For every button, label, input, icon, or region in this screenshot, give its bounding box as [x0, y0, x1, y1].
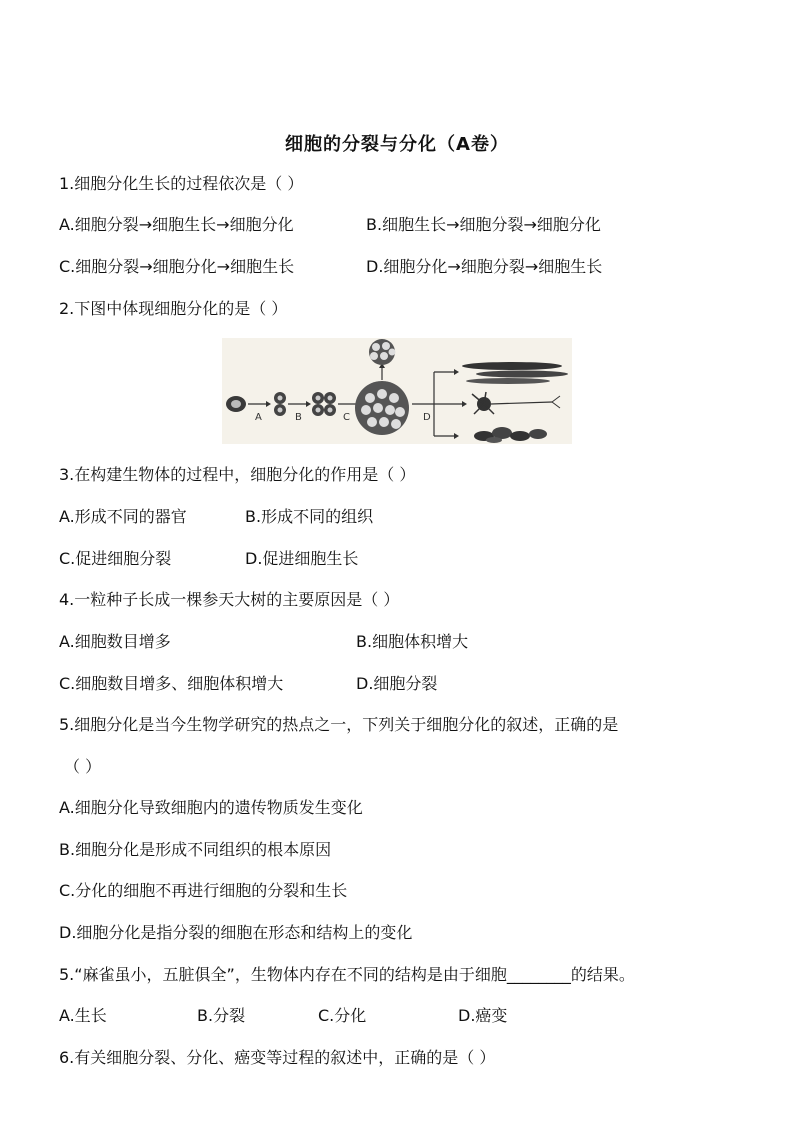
- two-cells: [274, 392, 286, 416]
- q4-option-a: A.细胞数目增多: [59, 632, 171, 651]
- label-b: B: [295, 412, 302, 423]
- tissue-cells: [474, 427, 547, 443]
- q5a-option-b: B.细胞分化是形成不同组织的根本原因: [59, 840, 332, 859]
- single-cell: [226, 396, 246, 412]
- label-c: C: [343, 412, 350, 423]
- muscle-cells: [462, 362, 568, 384]
- q1-option-c: C.细胞分裂→细胞分化→细胞生长: [59, 257, 295, 276]
- q4-option-c: C.细胞数目增多、细胞体积增大: [59, 674, 284, 693]
- q1-option-b: B.细胞生长→细胞分裂→细胞分化: [366, 215, 601, 234]
- q5b-option-d: D.癌变: [458, 1006, 508, 1025]
- q4-stem: 4.一粒种子长成一棵参天大树的主要原因是（ ）: [59, 590, 400, 609]
- q5a-stem-cont: （ ）: [64, 757, 102, 776]
- q5b-option-c: C.分化: [318, 1006, 367, 1025]
- top-cell-cluster: [369, 339, 396, 365]
- q5b-option-b: B.分裂: [197, 1006, 246, 1025]
- q1-option-d: D.细胞分化→细胞分裂→细胞生长: [366, 257, 603, 276]
- q5b-stem: 5.“麻雀虽小，五脏俱全”，生物体内存在不同的结构是由于细胞________的结果。: [59, 965, 635, 984]
- q3-option-a: A.形成不同的器官: [59, 507, 187, 526]
- cell-differentiation-figure: [222, 338, 572, 444]
- q3-option-b: B.形成不同的组织: [245, 507, 374, 526]
- q4-option-d: D.细胞分裂: [356, 674, 438, 693]
- q2-stem: 2.下图中体现细胞分化的是（ ）: [59, 299, 288, 318]
- label-d: D: [423, 412, 431, 423]
- four-cells: [312, 392, 336, 416]
- q5a-option-c: C.分化的细胞不再进行细胞的分裂和生长: [59, 881, 348, 900]
- label-a: A: [255, 412, 262, 423]
- q5a-stem: 5.细胞分化是当今生物学研究的热点之一，下列关于细胞分化的叙述，正确的是: [59, 715, 619, 734]
- q5b-option-a: A.生长: [59, 1006, 107, 1025]
- cell-cluster: [355, 381, 409, 435]
- nerve-cell: [472, 392, 560, 414]
- q4-option-b: B.细胞体积增大: [356, 632, 469, 651]
- q6-stem: 6.有关细胞分裂、分化、癌变等过程的叙述中，正确的是（ ）: [59, 1048, 496, 1067]
- q1-stem: 1.细胞分化生长的过程依次是（ ）: [59, 174, 304, 193]
- page-title: 细胞的分裂与分化（A卷）: [285, 134, 509, 155]
- q1-option-a: A.细胞分裂→细胞生长→细胞分化: [59, 215, 294, 234]
- q5a-option-a: A.细胞分化导致细胞内的遗传物质发生变化: [59, 798, 363, 817]
- q3-option-d: D.促进细胞生长: [245, 549, 359, 568]
- q3-option-c: C.促进细胞分裂: [59, 549, 172, 568]
- q3-stem: 3.在构建生物体的过程中，细胞分化的作用是（ ）: [59, 465, 416, 484]
- q5a-option-d: D.细胞分化是指分裂的细胞在形态和结构上的变化: [59, 923, 413, 942]
